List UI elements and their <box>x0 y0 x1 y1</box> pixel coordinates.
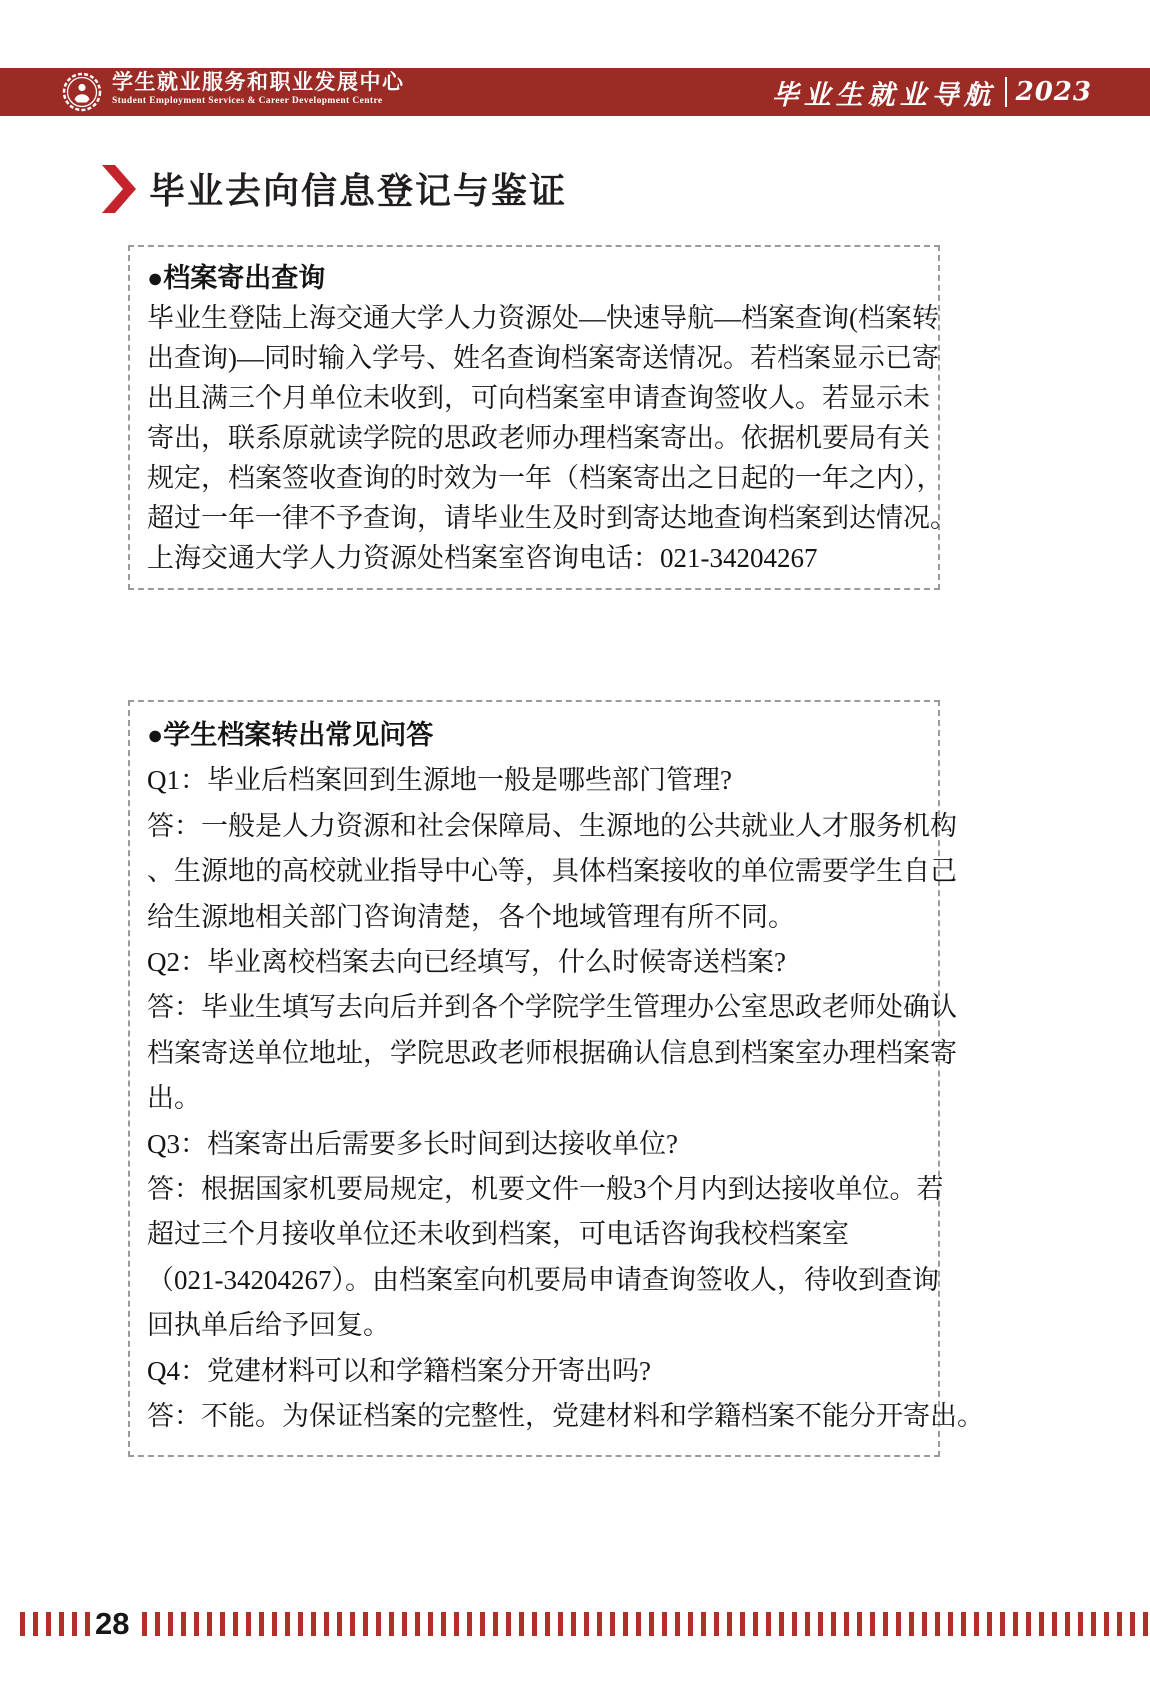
box1-line: 毕业生登陆上海交通大学人力资源处—快速导航—档案查询(档案转 <box>147 303 939 333</box>
box2-line: Q3：档案寄出后需要多长时间到达接收单位? <box>147 1128 678 1159</box>
box1-line: 出且满三个月单位未收到，可向档案室申请查询签收人。若显示未 <box>147 383 930 413</box>
box1-line: 超过一年一律不予查询，请毕业生及时到寄达地查询档案到达情况。 <box>147 503 957 533</box>
box1-heading: ●档案寄出查询 <box>147 263 326 293</box>
box2-line: 出。 <box>147 1083 201 1114</box>
archive-enquiry-box <box>128 245 957 590</box>
organization-name-zh: 学生就业服务和职业发展中心 <box>112 71 405 94</box>
box1-line: 寄出，联系原就读学院的思政老师办理档案寄出。依据机要局有关 <box>147 423 930 453</box>
box2-line: 超过三个月接收单位还未收到档案，可电话咨询我校档案室 <box>147 1219 849 1250</box>
banner-separator-bar <box>1005 77 1007 107</box>
box2-heading: ●学生档案转出常见问答 <box>147 720 434 750</box>
organization-name-block <box>112 72 405 107</box>
page-number: 28 <box>95 1606 130 1641</box>
box2-line: Q2：毕业离校档案去向已经填写，什么时候寄送档案? <box>147 947 786 978</box>
section-title-row <box>102 163 567 214</box>
box1-line: 出查询)—同时输入学号、姓名查询档案寄送情况。若档案显示已寄 <box>147 343 939 373</box>
chevron-right-icon <box>102 165 136 213</box>
university-seal-icon <box>62 72 102 112</box>
organization-name-en: Student Employment Services & Career Development Centre <box>112 96 383 106</box>
box2-line: 答：毕业生填写去向后并到各个学院学生管理办公室思政老师处确认 <box>147 992 957 1023</box>
banner-title: 毕业生就业导航 <box>771 79 996 111</box>
box2-line: （021-34204267）。由档案室向机要局申请查询签收人，待收到查询 <box>147 1264 939 1295</box>
box1-line: 规定，档案签收查询的时效为一年（档案寄出之日起的一年之内）， <box>147 463 944 493</box>
box2-line: Q1：毕业后档案回到生源地一般是哪些部门管理? <box>147 765 732 796</box>
box2-line: 、生源地的高校就业指导中心等，具体档案接收的单位需要学生自己 <box>147 856 957 887</box>
footer-tick-strip-left <box>20 1612 90 1636</box>
footer-tick-strip-right <box>142 1612 1150 1636</box>
box2-line: 给生源地相关部门咨询清楚，各个地域管理有所不同。 <box>147 901 795 932</box>
banner-year: 2023 <box>1015 77 1092 107</box>
section-title: 毕业去向信息登记与鉴证 <box>149 170 568 211</box>
box1-line: 上海交通大学人力资源处档案室咨询电话：021-34204267 <box>147 543 818 573</box>
banner-title-block <box>772 68 1092 116</box>
header-band <box>0 68 1150 116</box>
archive-faq-box <box>128 700 984 1457</box>
page-footer <box>0 1608 1150 1640</box>
box2-line: 回执单后给予回复。 <box>147 1310 390 1341</box>
box2-line: 答：不能。为保证档案的完整性，党建材料和学籍档案不能分开寄出。 <box>147 1401 984 1432</box>
box2-line: Q4：党建材料可以和学籍档案分开寄出吗? <box>147 1355 651 1386</box>
box2-line: 答：根据国家机要局规定，机要文件一般3个月内到达接收单位。若 <box>147 1174 944 1205</box>
box2-line: 答：一般是人力资源和社会保障局、生源地的公共就业人才服务机构 <box>147 810 957 841</box>
box2-line: 档案寄送单位地址，学院思政老师根据确认信息到档案室办理档案寄 <box>147 1037 957 1068</box>
